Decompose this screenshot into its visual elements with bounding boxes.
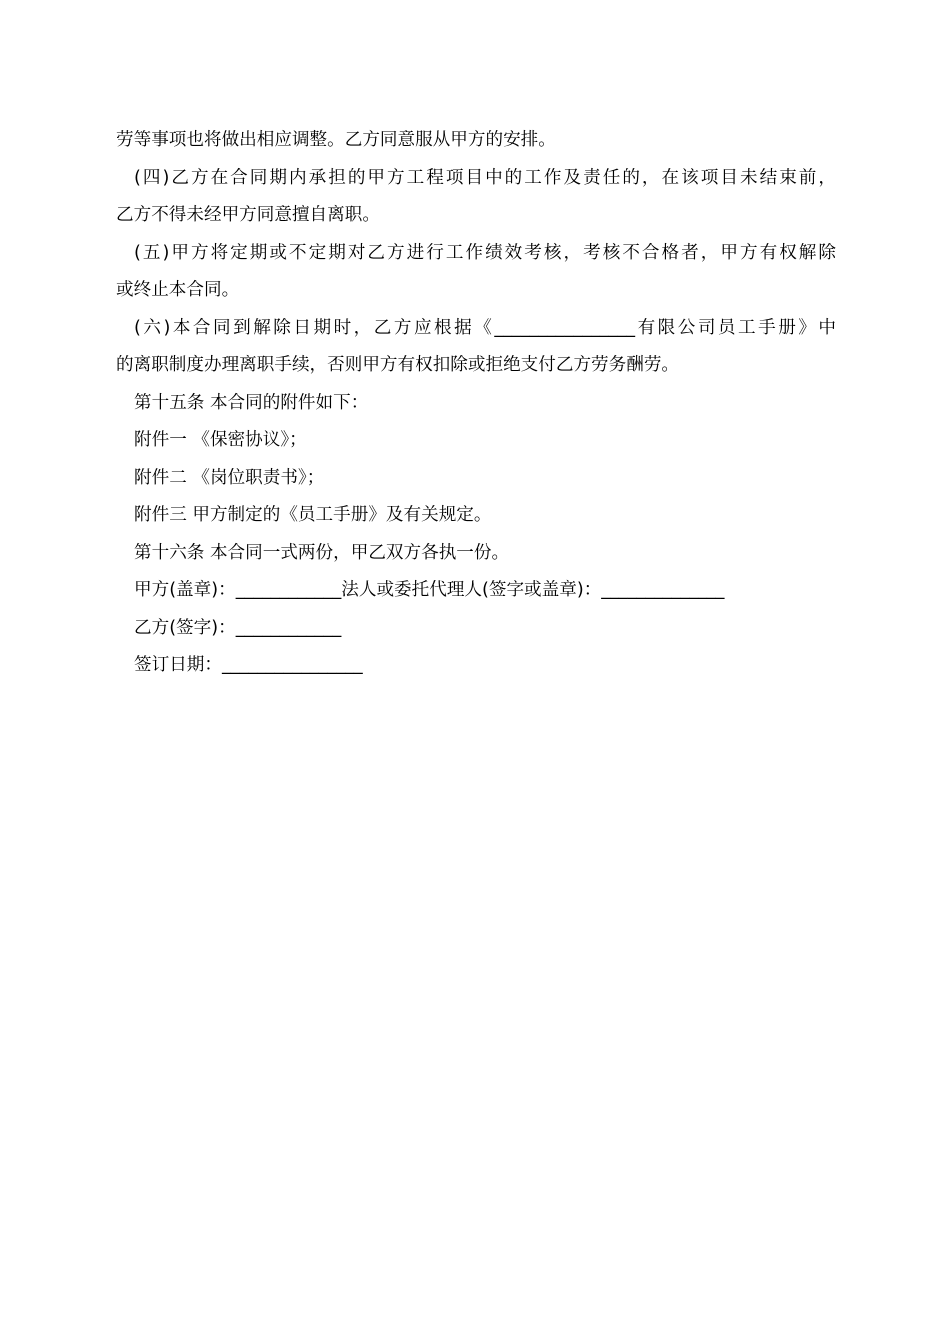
text-line-6: (六)本合同到解除日期时，乙方应根据《________________有限公司员工手册》中	[134, 317, 836, 338]
text-line-1: 劳等事项也将做出相应调整。乙方同意服从甲方的安排。	[116, 130, 556, 150]
article-15-heading: 第十五条 本合同的附件如下：	[134, 392, 369, 413]
party-b-signature-line: 乙方(签字)：____________	[134, 617, 342, 638]
text-line-2: (四)乙方在合同期内承担的甲方工程项目中的工作及责任的，在该项目未结束前，	[134, 167, 836, 188]
article-16: 第十六条 本合同一式两份，甲乙双方各执一份。	[134, 542, 510, 563]
text-line-3: 乙方不得未经甲方同意擅自离职。	[116, 205, 380, 225]
text-line-7: 的离职制度办理离职手续，否则甲方有权扣除或拒绝支付乙方劳务酬劳。	[116, 355, 680, 375]
text-line-5: 或终止本合同。	[116, 280, 240, 300]
signing-date-line: 签订日期：________________	[134, 655, 363, 675]
party-a-signature-line: 甲方(盖章)：____________法人或委托代理人(签字或盖章)：______________	[134, 580, 725, 600]
attachment-3: 附件三 甲方制定的《员工手册》及有关规定。	[134, 505, 492, 525]
text-line-4: (五)甲方将定期或不定期对乙方进行工作绩效考核，考核不合格者，甲方有权解除	[134, 242, 836, 263]
attachment-2: 附件二 《岗位职责书》；	[134, 467, 325, 488]
attachment-1: 附件一 《保密协议》；	[134, 430, 307, 450]
